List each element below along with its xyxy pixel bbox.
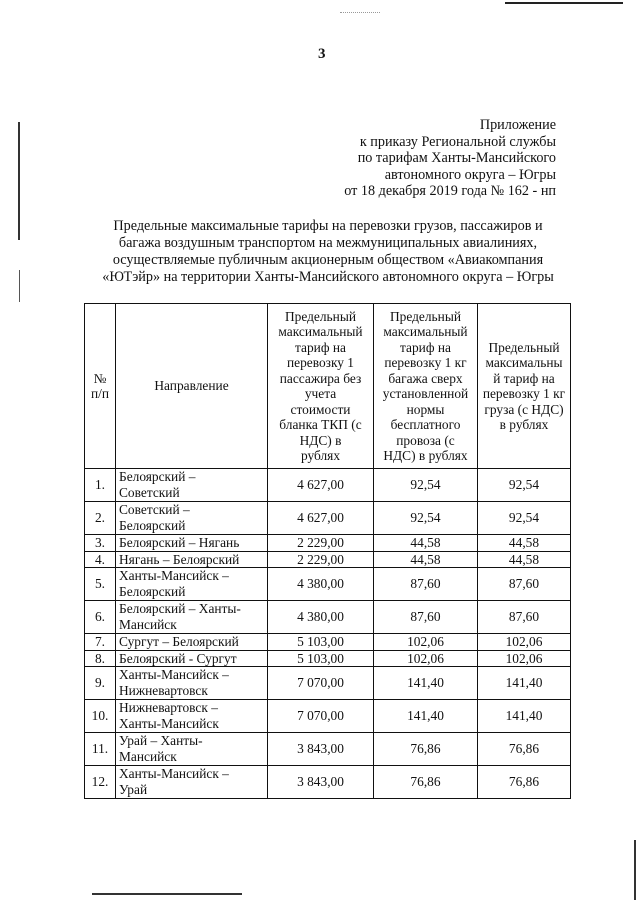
passenger-tariff: 4 380,00: [268, 568, 374, 601]
route-line: Ханты-Мансийск –: [119, 766, 229, 781]
route-direction: [116, 650, 268, 667]
baggage-tariff: 87,60: [374, 568, 478, 601]
header-line: нормы: [406, 401, 445, 417]
header-direction: [116, 304, 268, 469]
cargo-tariff: 87,60: [478, 601, 571, 634]
header-line: перевозку 1 кг: [482, 386, 566, 401]
baggage-tariff: 76,86: [374, 733, 478, 766]
annex-line: к приказу Региональной службы: [359, 133, 556, 150]
header-line: бесплатного: [390, 417, 461, 432]
table-row: [85, 650, 571, 667]
baggage-tariff: 141,40: [374, 700, 478, 733]
cargo-tariff: 76,86: [478, 766, 571, 799]
route-line: Белоярский –: [119, 469, 196, 484]
route-line: Урай: [119, 781, 148, 797]
row-number: 12.: [85, 766, 116, 799]
header-line: Направление: [154, 378, 229, 394]
route-line: Советский: [119, 484, 180, 500]
scan-artifact: [340, 12, 380, 14]
table-row: [85, 568, 571, 601]
passenger-tariff: 4 380,00: [268, 601, 374, 634]
route-direction: [116, 766, 268, 799]
cargo-tariff: 92,54: [478, 502, 571, 535]
annex-block: [344, 117, 556, 200]
header-line: рублях: [300, 448, 341, 463]
baggage-tariff: 92,54: [374, 502, 478, 535]
passenger-tariff: 5 103,00: [268, 650, 374, 667]
passenger-tariff: 4 627,00: [268, 469, 374, 502]
route-direction: [116, 667, 268, 700]
route-line: Белоярский - Сургут: [119, 650, 237, 666]
cargo-tariff: 44,58: [478, 551, 571, 568]
table-row: [85, 601, 571, 634]
header-passenger-tariff: [268, 304, 374, 469]
tariff-table: [84, 303, 571, 799]
cargo-tariff: 102,06: [478, 634, 571, 651]
table-row: [85, 502, 571, 535]
baggage-tariff: 102,06: [374, 650, 478, 667]
route-line: Ханты-Мансийск: [119, 715, 219, 731]
row-number: 2.: [85, 502, 116, 535]
row-number: 1.: [85, 469, 116, 502]
passenger-tariff: 7 070,00: [268, 667, 374, 700]
route-direction: [116, 700, 268, 733]
passenger-tariff: 5 103,00: [268, 634, 374, 651]
route-direction: [116, 502, 268, 535]
header-line: пассажира без: [279, 370, 362, 386]
route-direction: [116, 601, 268, 634]
table-row: [85, 535, 571, 552]
baggage-tariff: 87,60: [374, 601, 478, 634]
scan-edge-line: [505, 2, 623, 4]
baggage-tariff: 141,40: [374, 667, 478, 700]
passenger-tariff: 4 627,00: [268, 502, 374, 535]
route-line: Нижневартовск –: [119, 700, 218, 715]
table-row: [85, 634, 571, 651]
scan-margin-mark: [19, 270, 20, 302]
header-line: перевозку 1: [286, 355, 355, 370]
header-line: тариф на: [400, 339, 451, 355]
route-direction: [116, 568, 268, 601]
row-number: 9.: [85, 667, 116, 700]
passenger-tariff: 3 843,00: [268, 733, 374, 766]
header-line: бланка ТКП (с: [279, 417, 362, 432]
route-direction: [116, 535, 268, 552]
table-header-row: [85, 304, 571, 469]
annex-line: по тарифам Ханты-Мансийского: [357, 150, 556, 166]
header-baggage-tariff: [374, 304, 478, 469]
route-direction: [116, 551, 268, 568]
header-line: №: [93, 370, 107, 386]
route-line: Белоярский – Нягань: [119, 535, 240, 550]
route-line: Ханты-Мансийск –: [119, 667, 229, 682]
cargo-tariff: 92,54: [478, 469, 571, 502]
header-line: максимальный: [383, 324, 468, 339]
baggage-tariff: 44,58: [374, 551, 478, 568]
scan-margin-mark: [634, 840, 636, 900]
route-direction: [116, 634, 268, 651]
route-line: Нягань – Белоярский: [119, 551, 240, 567]
annex-line: автономного округа – Югры: [384, 166, 556, 183]
passenger-tariff: 2 229,00: [268, 535, 374, 552]
route-line: Ханты-Мансийск –: [119, 568, 229, 583]
annex-line: Приложение: [479, 117, 556, 133]
title-line: Предельные максимальные тарифы на перевозки грузов, пассажиров и: [113, 218, 543, 234]
table-row: [85, 700, 571, 733]
route-line: Мансийск: [119, 616, 177, 632]
route-line: Белоярский: [119, 583, 186, 599]
header-line: Предельный: [389, 308, 461, 324]
cargo-tariff: 102,06: [478, 650, 571, 667]
scan-edge-line: [92, 893, 242, 895]
passenger-tariff: 2 229,00: [268, 551, 374, 568]
table-row: [85, 766, 571, 799]
row-number: 5.: [85, 568, 116, 601]
header-line: груза (с НДС): [484, 401, 564, 417]
table-row: [85, 469, 571, 502]
header-line: максимальны: [485, 355, 563, 370]
header-line: провоза (с: [396, 432, 455, 448]
cargo-tariff: 141,40: [478, 700, 571, 733]
cargo-tariff: 141,40: [478, 667, 571, 700]
title-line: «ЮТэйр» на территории Ханты-Мансийского автономного округа – Югры: [102, 269, 554, 285]
table-row: [85, 733, 571, 766]
page-number: 3: [318, 46, 326, 62]
cargo-tariff: 76,86: [478, 733, 571, 766]
document-title: [88, 218, 568, 286]
header-line: в рублях: [499, 417, 549, 432]
header-line: й тариф на: [493, 370, 555, 386]
header-line: п/п: [90, 386, 110, 401]
route-line: Сургут – Белоярский: [119, 634, 239, 649]
header-line: Предельный: [488, 339, 560, 355]
cargo-tariff: 87,60: [478, 568, 571, 601]
route-line: Нижневартовск: [119, 682, 208, 698]
table-row: [85, 667, 571, 700]
route-line: Мансийск: [119, 748, 177, 764]
route-direction: [116, 733, 268, 766]
passenger-tariff: 3 843,00: [268, 766, 374, 799]
route-direction: [116, 469, 268, 502]
header-line: учета: [304, 386, 337, 401]
baggage-tariff: 102,06: [374, 634, 478, 651]
route-line: Белоярский: [119, 517, 186, 533]
table-row: [85, 551, 571, 568]
title-line: осуществляемые публичным акционерным обществом «Авиакомпания: [112, 252, 544, 268]
header-line: НДС) в: [299, 432, 342, 448]
route-line: Урай – Ханты-: [119, 733, 203, 748]
header-line: установленной: [382, 386, 469, 401]
row-number: 6.: [85, 601, 116, 634]
row-number: 8.: [85, 650, 116, 667]
title-line: багажа воздушным транспортом на межмуниципальных авиалиниях,: [118, 235, 538, 251]
baggage-tariff: 76,86: [374, 766, 478, 799]
header-line: перевозку 1 кг: [384, 355, 467, 370]
row-number: 10.: [85, 700, 116, 733]
header-line: багажа сверх: [388, 370, 463, 386]
row-number: 4.: [85, 551, 116, 568]
header-line: стоимости: [290, 401, 351, 417]
header-cargo-tariff: [478, 304, 571, 469]
annex-line: от 18 декабря 2019 года № 162 - нп: [344, 183, 556, 199]
header-line: максимальный: [278, 324, 363, 339]
row-number: 3.: [85, 535, 116, 552]
cargo-tariff: 44,58: [478, 535, 571, 552]
row-number: 11.: [85, 733, 116, 766]
header-number: [85, 304, 116, 469]
route-line: Белоярский – Ханты-: [119, 601, 241, 616]
route-line: Советский –: [119, 502, 190, 517]
header-line: тариф на: [295, 339, 346, 355]
scan-margin-mark: [18, 122, 20, 240]
baggage-tariff: 44,58: [374, 535, 478, 552]
header-line: Предельный: [284, 308, 356, 324]
passenger-tariff: 7 070,00: [268, 700, 374, 733]
baggage-tariff: 92,54: [374, 469, 478, 502]
header-line: НДС) в рублях: [383, 448, 468, 463]
row-number: 7.: [85, 634, 116, 651]
